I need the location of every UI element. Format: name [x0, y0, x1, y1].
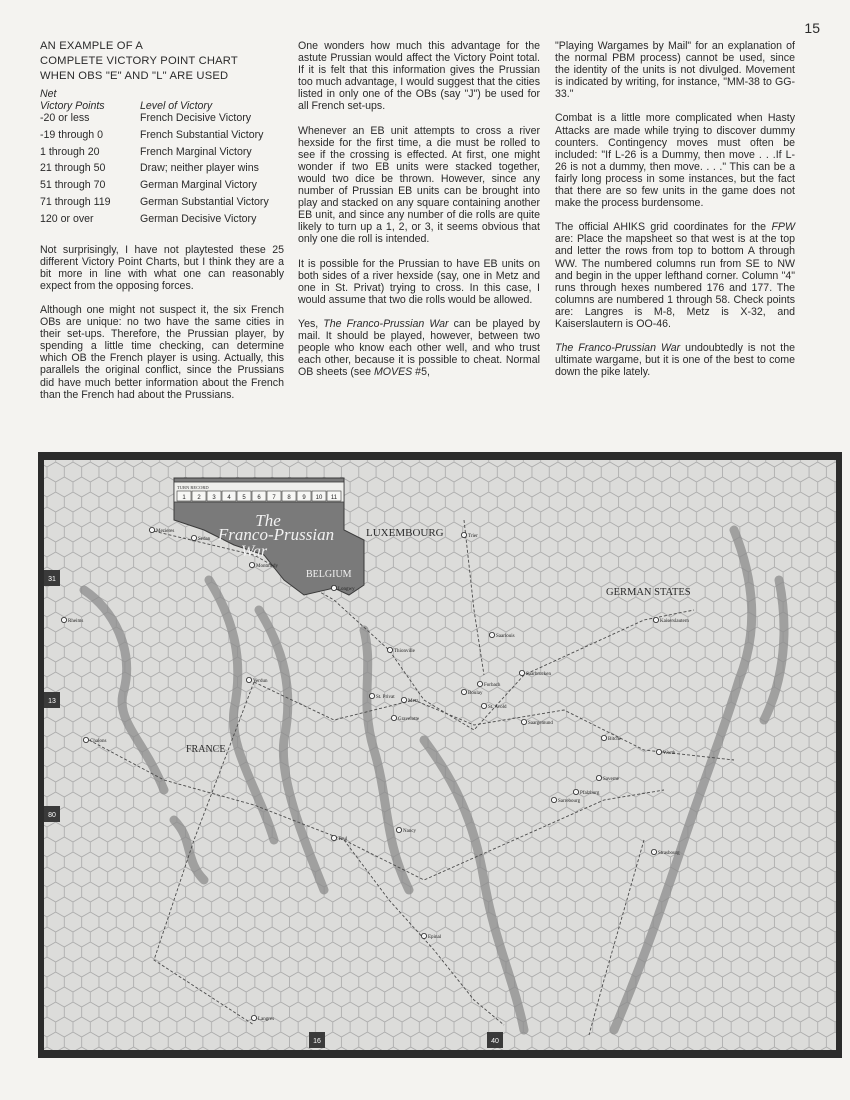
header-victory-points: Victory Points — [40, 99, 105, 112]
text-run: can be played by mail. It should be played, however, between two people who know each other well, and who trust each other, because it is possible to cheat. Normal OB sheets (see — [298, 317, 540, 379]
table-row — [40, 162, 284, 179]
game-title: The Franco-Prussian War — [555, 342, 681, 355]
town-label-rheims: Rheims — [68, 619, 84, 624]
page-number: 15 — [804, 20, 820, 36]
points-cell: -20 or less — [40, 112, 90, 124]
text-run: undoubtedly is not the ultimate wargame, but it is one of the best to come down the pike lately. — [555, 342, 795, 379]
table-row — [40, 213, 284, 230]
points-cell: 120 or over — [40, 212, 94, 225]
magazine-title: MOVES — [373, 366, 413, 379]
town-marker-longwy — [331, 585, 336, 590]
game-title: The Franco-Prussian War — [323, 317, 449, 330]
edge-marker-16-label: 16 — [313, 1038, 321, 1045]
level-cell: French Marginal Victory — [140, 145, 252, 158]
town-label-saargemund: Saargemund — [528, 721, 553, 726]
town-label-saverne: Saverne — [603, 777, 620, 782]
paragraph — [555, 342, 795, 378]
town-label-sedan: Sedan — [198, 537, 211, 542]
chart-title-line-3: WHEN OBS "E" AND "L" ARE USED — [40, 70, 229, 82]
turn-cell-number: 2 — [197, 495, 201, 501]
table-row — [40, 129, 284, 146]
town-label-toul: Toul — [338, 837, 348, 842]
paragraph — [298, 318, 540, 378]
label-france: FRANCE — [186, 744, 226, 755]
town-label-thionville: Thionville — [394, 649, 415, 654]
town-marker-trier — [461, 532, 466, 537]
town-label-pfalzburg: Pfalzburg — [580, 791, 600, 796]
town-marker-worth — [656, 749, 661, 754]
town-label-langres: Langres — [258, 1017, 275, 1022]
table-row — [40, 196, 284, 213]
town-label-st-avold: St. Avold — [488, 705, 507, 710]
town-marker-saargemund — [521, 719, 526, 724]
town-label-bitche: Bitche — [608, 737, 622, 742]
town-marker-chalons — [83, 737, 88, 742]
town-marker-toul — [331, 835, 336, 840]
table-row — [40, 146, 284, 163]
header-net: Net — [40, 88, 57, 100]
game-map — [38, 452, 842, 1058]
town-label-gravelotte: Gravelotte — [398, 717, 420, 722]
town-marker-strasbourg — [651, 849, 656, 854]
town-label-boulay: Boulay — [468, 691, 483, 696]
turn-cell-number: 11 — [330, 495, 338, 501]
level-cell: French Decisive Victory — [140, 112, 252, 124]
edge-marker-40-label: 40 — [491, 1038, 499, 1045]
town-label-sarrebourg: Sarrebourg — [558, 799, 581, 804]
paragraph — [555, 221, 795, 330]
town-marker-rheims — [61, 617, 66, 622]
town-label-verdun: Verdun — [253, 679, 268, 684]
edge-marker-31-label: 31 — [48, 576, 56, 583]
town-marker-pfalzburg — [573, 789, 578, 794]
label-german-states: GERMAN STATES — [606, 587, 691, 598]
town-label-nancy: Nancy — [403, 829, 417, 834]
label-luxembourg: LUXEMBOURG — [366, 527, 444, 539]
town-marker-sarrebourg — [551, 797, 556, 802]
points-cell: 71 through 119 — [40, 195, 111, 208]
turn-cell-number: 4 — [227, 495, 231, 501]
town-label-metz: Metz — [408, 699, 419, 704]
town-label-forbach: Forbach — [484, 683, 501, 688]
town-label-epinal: Epinal — [428, 935, 442, 940]
town-marker-boulay — [461, 689, 466, 694]
town-label-longwy: Longwy — [338, 587, 355, 592]
town-label-chalons: Chalons — [90, 739, 107, 744]
victory-chart — [40, 40, 284, 230]
points-cell: 21 through 50 — [40, 162, 106, 175]
paragraph: Whenever an EB unit attempts to cross a river hexside for the first time, a die must be rolled to see if the crossing is effected. At first, one might wonder if two EB units were stacked together, would two dice be thrown. However, since any number of Prussian EB units can be brought into play and stacked on any square containing another EB unit, and since any number of die rolls are quite likely to turn up a 1, 2, or 3, it seems obvious that only one die roll is intended. — [298, 124, 540, 246]
edge-marker-13-label: 13 — [48, 698, 56, 705]
town-marker-metz — [401, 697, 406, 702]
turn-cell-number: 7 — [272, 495, 276, 501]
town-label-saarbrucken: Saarbrucken — [526, 672, 551, 677]
logo-franco-prussian: Franco-Prussian — [217, 525, 335, 544]
paragraph: Not surprisingly, I have not playtested these 25 different Victory Point Charts, but I think they are a bit more in line with what one can reasonably expect from the opposing forces. — [40, 243, 284, 292]
points-cell: 1 through 20 — [40, 145, 100, 158]
town-label-st-privat: St. Privat — [376, 695, 395, 700]
header-net-victory-points — [40, 85, 140, 112]
turn-cell-number: 6 — [257, 495, 261, 501]
town-marker-kaiserslautern — [653, 617, 658, 622]
town-label-kaiserslautern: Kaiserslautern — [660, 619, 689, 624]
column-right — [555, 40, 795, 390]
header-level-of-victory: Level of Victory — [140, 99, 213, 112]
town-marker-bitche — [601, 735, 606, 740]
town-marker-st-avold — [481, 703, 486, 708]
turn-cell-number: 1 — [182, 495, 186, 501]
points-cell: 51 through 70 — [40, 179, 106, 192]
table-row — [40, 112, 284, 129]
text-run: are: Place the mapsheet so that west is at the top and letter the rows from top to bottom A through WW. The numbered columns run from SE to NW and begin in the upper lefthand corner. Column "4" runs through hexes numbered 176 and 177. The columns are numbered 1 through 58. Check points are: Langres is M-8, Metz is X-32, and Kaiserslautern is OO-46. — [555, 233, 795, 330]
town-marker-st-privat — [369, 693, 374, 698]
victory-point-table — [40, 85, 284, 230]
paragraph: Combat is a little more complicated when Hasty Attacks are made while trying to discover dummy counters. Contingency moves must often be included: "If L-26 is a Dummy, then move . . .If L-26 is not a dummy, then move. . . ." This can be a fairly long process in some instances, but the fact that there are so few units in the game does not make the process burdensome. — [555, 112, 795, 210]
town-marker-forbach — [477, 681, 482, 686]
town-marker-mezieres — [149, 527, 154, 532]
town-label-strasbourg: Strasbourg — [658, 851, 680, 856]
edge-marker-80-label: 80 — [48, 812, 56, 819]
turn-record-cells — [177, 491, 341, 501]
turn-cell-number: 5 — [242, 495, 246, 501]
turn-cell-number: 10 — [315, 495, 323, 501]
town-label-mezieres: Mezieres — [156, 529, 175, 534]
chart-title-line-2: COMPLETE VICTORY POINT CHART — [40, 55, 238, 67]
text-run: #5, — [412, 366, 430, 379]
town-marker-langres — [251, 1015, 256, 1020]
town-marker-montmedy — [249, 562, 254, 567]
level-cell: German Marginal Victory — [140, 179, 257, 192]
paragraph: "Playing Wargames by Mail" for an explanation of the normal PBM process) cannot be used, since the identity of the units is not divulged. Movement is indicated by writing, for instance, "MM-38 to GG-33." — [555, 40, 795, 101]
town-marker-nancy — [396, 827, 401, 832]
table-row — [40, 179, 284, 196]
town-marker-gravelotte — [391, 715, 396, 720]
town-label-montmedy: Montmedy — [256, 564, 278, 569]
town-label-worth: Worth — [663, 751, 676, 756]
column-middle — [298, 40, 540, 390]
table-header-row — [40, 85, 284, 112]
turn-cell-number: 8 — [287, 495, 291, 501]
logo-the: The — [255, 511, 281, 530]
town-marker-thionville — [387, 647, 392, 652]
turn-record-label: TURN RECORD — [177, 485, 209, 490]
paragraph: It is possible for the Prussian to have EB units on both sides of a river hexside (say, one in Metz and one in St. Privat) trying to cross. In this case, I would assume that two die rolls would be allowed. — [298, 257, 540, 306]
town-label-trier: Trier — [468, 534, 478, 539]
column-left — [40, 40, 284, 413]
town-marker-epinal — [421, 933, 426, 938]
fpw-abbrev: FPW — [771, 221, 795, 234]
paragraph: One wonders how much this advantage for the astute Prussian would affect the Victory Point total. If it is felt that this information gives the Prussian too much advantage, I would suggest that the cities listed in only one of the OBs (say "J") be used for all French set-ups. — [298, 40, 540, 113]
level-cell: German Substantial Victory — [140, 195, 269, 208]
level-cell: French Substantial Victory — [140, 128, 264, 141]
town-marker-saarlouis — [489, 632, 494, 637]
chart-title-line-1: AN EXAMPLE OF A — [40, 40, 144, 52]
town-marker-saverne — [596, 775, 601, 780]
logo-war: War — [240, 543, 268, 560]
text-run: The official AHIKS grid coordinates for the — [555, 221, 772, 234]
level-cell: German Decisive Victory — [140, 212, 257, 225]
points-cell: -19 through 0 — [40, 128, 104, 141]
level-cell: Draw; neither player wins — [140, 162, 259, 175]
map-image — [44, 460, 836, 1050]
town-marker-saarbrucken — [519, 670, 524, 675]
turn-cell-number: 3 — [212, 495, 216, 501]
town-marker-sedan — [191, 535, 196, 540]
turn-cell-number: 9 — [302, 495, 306, 501]
text-run: Yes, — [298, 317, 324, 330]
label-belgium: BELGIUM — [306, 569, 352, 580]
town-marker-verdun — [246, 677, 251, 682]
paragraph: Although one might not suspect it, the six French OBs are unique: no two have the same cities in their set-ups. Therefore, the Prussian player, by spending a little time checking, can determine which OB the French player is using. Actually, this parallels the original conflict, since the Prussians did have much better information about the French than the French had about the Prussians. — [40, 303, 284, 401]
town-label-saarlouis: Saarlouis — [496, 634, 515, 639]
